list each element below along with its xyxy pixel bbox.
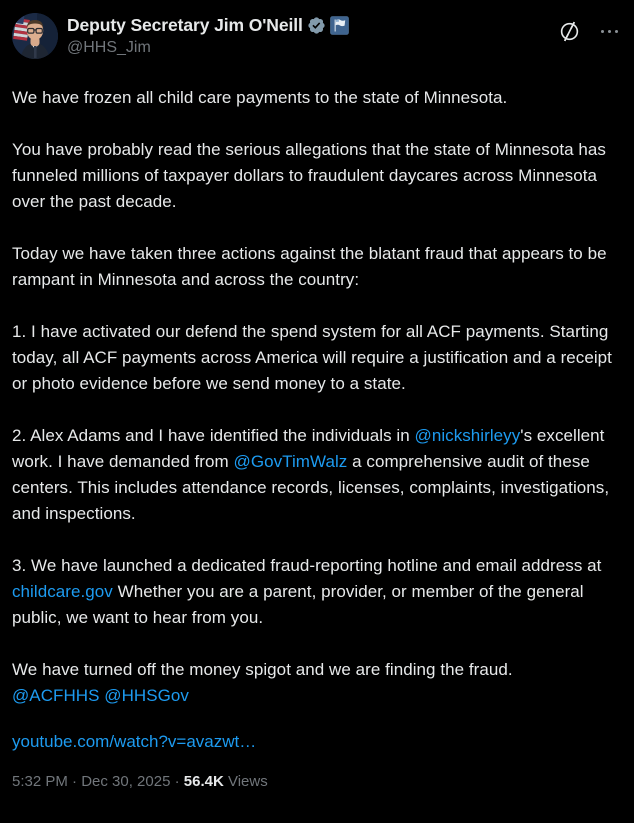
body-text: 2. Alex Adams and I have identified the individuals in [12,426,415,445]
tweet-paragraph [12,423,622,527]
timestamp: 5:32 PM · Dec 30, 2025 [12,773,171,790]
mention-link[interactable]: @nickshirleyy [414,426,521,445]
url-link[interactable]: childcare.gov [12,582,113,601]
gov-affiliation-badge-icon[interactable] [330,16,349,35]
body-text: You have probably read the serious allegations that the state of Minnesota has funneled millions of taxpayer dollars to fraudulent daycares across Minnesota over the past decade. [12,140,606,211]
author-block [67,13,349,57]
mention-link[interactable]: @GovTimWalz [233,452,348,471]
dot-icon [615,30,619,34]
tweet-paragraph [12,137,622,215]
name-row [67,13,349,37]
body-text: We have turned off the money spigot and we are finding the fraud. [12,660,513,679]
views-label: Views [227,773,268,790]
body-text: a comprehensive audit of these centers. This includes attendance records, licenses, complaints, investigations, and inspections. [12,452,610,523]
author-handle[interactable]: @HHS_Jim [67,39,151,56]
display-name[interactable]: Deputy Secretary Jim O'Neill [67,14,303,35]
tweet-paragraph [12,657,622,709]
mention-link[interactable]: @HHSGov [104,686,189,705]
footer-separator: · [174,773,180,790]
body-text: Today we have taken three actions against the blatant fraud that appears to be rampant in Minnesota and across the country: [12,244,607,289]
avatar[interactable] [12,13,58,59]
card-url-link[interactable]: youtube.com/watch?v=avazwt… [12,732,257,751]
tweet-body [12,85,622,709]
body-text: 1. I have activated our defend the spend system for all ACF payments. Starting today, all ACF payments across America will require a justification and a receipt or photo evidence before we send money to a state. [12,322,612,393]
views-count: 56.4K [183,773,224,790]
verified-badge-icon [307,16,326,35]
body-text: Whether you are a parent, provider, or member of the general public, we want to hear from you. [12,582,584,627]
tweet-footer [12,772,622,792]
mention-link[interactable]: @ACFHHS [12,686,100,705]
tweet-paragraph [12,553,622,631]
avatar-image [12,13,58,59]
dot-icon [601,30,605,34]
body-text: 's excellent work. I have demanded from [12,426,605,471]
header-actions [558,20,621,43]
body-text: 3. We have launched a dedicated fraud-reporting hotline and email address at [12,556,602,575]
tweet-paragraph [12,241,622,293]
body-text: We have frozen all child care payments to the state of Minnesota. [12,88,508,107]
grok-icon[interactable] [558,20,581,43]
more-button[interactable] [599,28,621,36]
dot-icon [608,30,612,34]
tweet-paragraph [12,85,622,111]
tweet-header [12,13,622,59]
tweet-paragraph [12,319,622,397]
